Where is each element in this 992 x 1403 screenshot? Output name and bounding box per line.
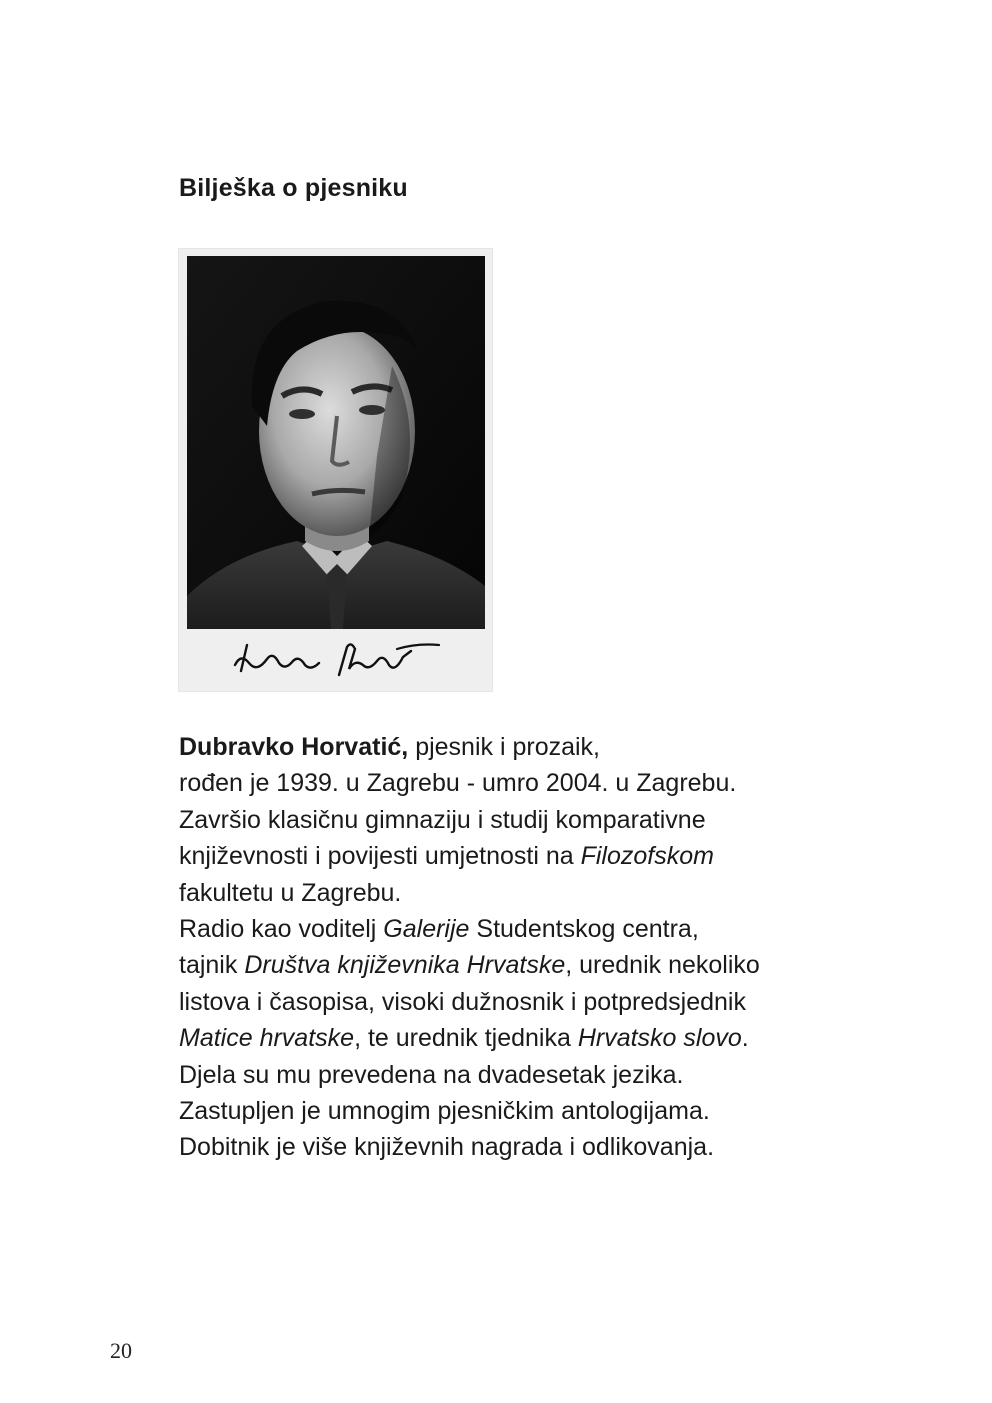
bio-text: Zastupljen je umnogim pjesničkim antologijama. [179,1097,710,1126]
bio-line [179,838,879,874]
author-photo-card [179,249,492,691]
author-name: Dubravko Horvatić, [179,733,409,761]
bio-text: Dobitnik je više književnih nagrada i odlikovanja. [179,1133,715,1162]
bio-line [179,911,879,947]
bio-line [179,802,879,838]
bio-line [179,984,879,1020]
bio-line [179,765,879,801]
signature [227,635,447,683]
bio-text: Studentskog centra, [469,915,699,944]
bio-line [179,1093,879,1129]
bio-line [179,729,879,765]
bio-text: , urednik nekoliko [565,951,760,980]
bio-text: tajnik [179,951,245,980]
bio-italic-text: Filozofskom [580,842,714,871]
bio-text: rođen je 1939. u Zagrebu - umro 2004. u Zagrebu. [179,769,737,798]
bio-italic-text: Matice hrvatske [179,1024,355,1053]
portrait-photo [187,256,485,629]
page-number: 20 [110,1338,132,1363]
bio-text: . [741,1024,749,1053]
bio-text: književnosti i povijesti umjetnosti na [179,842,581,871]
bio-text: Radio kao voditelj [179,915,384,944]
bio-italic-text: Galerije [383,915,470,944]
bio-line [179,947,879,983]
bio-italic-text: Hrvatsko slovo [577,1024,742,1053]
bio-text: , te urednik tjednika [354,1024,578,1053]
bio-text: fakultetu u Zagrebu. [179,878,402,907]
bio-text: Djela su mu prevedena na dvadesetak jezika. [179,1060,684,1089]
author-biography [179,729,879,1166]
bio-text: listova i časopisa, visoki dužnosnik i potpredsjednik [179,987,746,1016]
bio-line [179,1057,879,1093]
section-title: Bilješka o pjesniku [179,174,408,202]
bio-line [179,875,879,911]
bio-line [179,1020,879,1056]
bio-text: pjesnik i prozaik, [408,733,600,761]
bio-line [179,1129,879,1165]
bio-text: Završio klasičnu gimnaziju i studij komparativne [179,805,706,834]
bio-italic-text: Društva književnika Hrvatske [244,951,566,980]
